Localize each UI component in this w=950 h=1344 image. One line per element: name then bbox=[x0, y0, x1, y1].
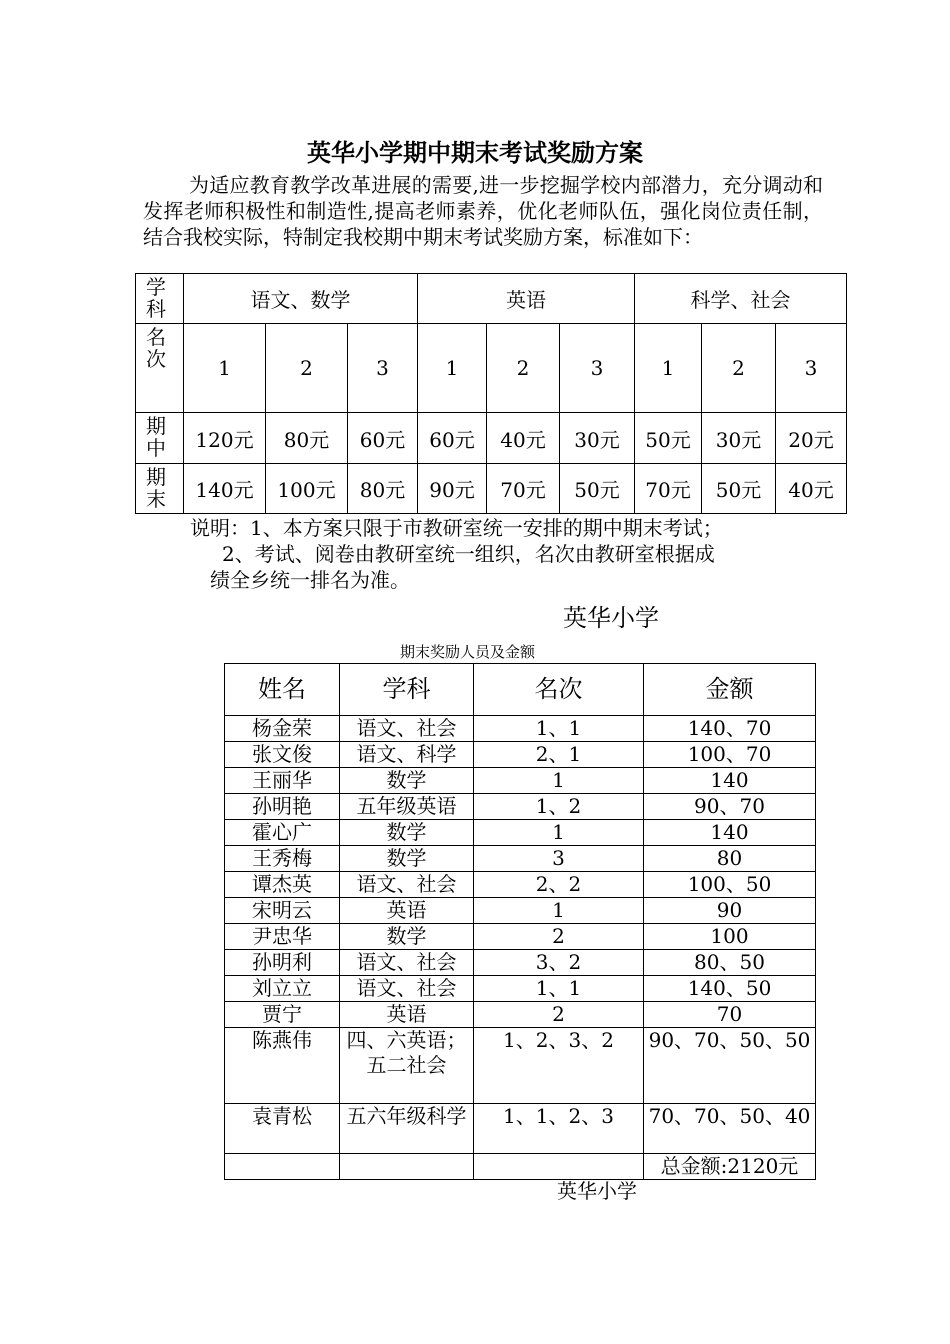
subject-cell: 语文、社会 bbox=[340, 872, 474, 898]
table-row bbox=[225, 742, 816, 768]
rank-label: 名次 bbox=[136, 324, 184, 413]
rank-cell: 1、1 bbox=[474, 716, 644, 742]
amount-cell: 80元 bbox=[266, 413, 348, 464]
teacher-name: 张文俊 bbox=[225, 742, 340, 768]
subject-cell: 语文、社会 bbox=[340, 716, 474, 742]
award-table-caption: 期末奖励人员及金额 bbox=[400, 643, 536, 661]
school-signature-bottom: 英华小学 bbox=[557, 1179, 637, 1203]
rank-cell: 3 bbox=[776, 324, 847, 413]
amount-cell: 100、50 bbox=[644, 872, 816, 898]
teacher-name: 王秀梅 bbox=[225, 846, 340, 872]
teacher-name: 刘立立 bbox=[225, 976, 340, 1002]
teacher-name: 谭杰英 bbox=[225, 872, 340, 898]
amount-cell: 50元 bbox=[702, 464, 776, 514]
table-row bbox=[225, 820, 816, 846]
table-row bbox=[225, 898, 816, 924]
teacher-name: 尹忠华 bbox=[225, 924, 340, 950]
rank-cell: 1、1 bbox=[474, 976, 644, 1002]
col-header-name: 姓名 bbox=[225, 664, 340, 716]
subject-cell: 英语 bbox=[340, 898, 474, 924]
teacher-name: 霍心广 bbox=[225, 820, 340, 846]
note-line-2: 2、考试、阅卷由教研室统一组织，名次由教研室根据成 bbox=[222, 542, 715, 566]
group-header: 科学、社会 bbox=[635, 274, 847, 324]
total-row bbox=[225, 1154, 816, 1180]
amount-cell: 40元 bbox=[487, 413, 560, 464]
amount-cell: 70元 bbox=[635, 464, 702, 514]
empty-cell bbox=[225, 1154, 340, 1180]
rank-cell: 1、2、3、2 bbox=[474, 1028, 644, 1104]
rank-cell: 1 bbox=[635, 324, 702, 413]
rank-cell: 1、1、2、3 bbox=[474, 1104, 644, 1154]
rank-cell: 2 bbox=[474, 1002, 644, 1028]
amount-cell: 140、50 bbox=[644, 976, 816, 1002]
note-line-1: 说明：1、本方案只限于市教研室统一安排的期中期末考试； bbox=[190, 516, 723, 540]
teacher-name: 袁青松 bbox=[225, 1104, 340, 1154]
amount-cell: 70元 bbox=[487, 464, 560, 514]
teacher-name: 孙明利 bbox=[225, 950, 340, 976]
rank-cell: 1、2 bbox=[474, 794, 644, 820]
table-row bbox=[225, 872, 816, 898]
amount-cell: 70、70、50、40 bbox=[644, 1104, 816, 1154]
school-signature: 英华小学 bbox=[563, 604, 659, 632]
table-row bbox=[225, 716, 816, 742]
table-row bbox=[225, 1104, 816, 1154]
amount-cell: 120元 bbox=[184, 413, 266, 464]
award-list-table bbox=[224, 663, 816, 1180]
rank-cell: 1 bbox=[474, 820, 644, 846]
teacher-name: 孙明艳 bbox=[225, 794, 340, 820]
amount-cell: 90 bbox=[644, 898, 816, 924]
amount-cell: 40元 bbox=[776, 464, 847, 514]
subject-cell: 英语 bbox=[340, 1002, 474, 1028]
amount-cell: 60元 bbox=[348, 413, 418, 464]
rank-cell: 2、1 bbox=[474, 742, 644, 768]
teacher-name: 王丽华 bbox=[225, 768, 340, 794]
col-header-amount: 金额 bbox=[644, 664, 816, 716]
rank-cell: 3 bbox=[348, 324, 418, 413]
amount-cell: 60元 bbox=[418, 413, 487, 464]
teacher-name: 贾宁 bbox=[225, 1002, 340, 1028]
rank-cell: 3、2 bbox=[474, 950, 644, 976]
table-row bbox=[225, 950, 816, 976]
table-row bbox=[225, 846, 816, 872]
teacher-name: 陈燕伟 bbox=[225, 1028, 340, 1104]
amount-cell: 70 bbox=[644, 1002, 816, 1028]
teacher-name: 宋明云 bbox=[225, 898, 340, 924]
rank-cell: 1 bbox=[418, 324, 487, 413]
col-header-rank: 名次 bbox=[474, 664, 644, 716]
subject-cell: 五六年级科学 bbox=[340, 1104, 474, 1154]
amount-cell: 50元 bbox=[560, 464, 635, 514]
subject-cell: 语文、社会 bbox=[340, 950, 474, 976]
rank-cell: 2 bbox=[487, 324, 560, 413]
amount-cell: 140元 bbox=[184, 464, 266, 514]
table-row bbox=[225, 1002, 816, 1028]
midterm-label: 期中 bbox=[136, 413, 184, 464]
amount-cell: 100 bbox=[644, 924, 816, 950]
group-header: 英语 bbox=[418, 274, 635, 324]
amount-cell: 50元 bbox=[635, 413, 702, 464]
subject-cell: 数学 bbox=[340, 846, 474, 872]
rank-cell: 2 bbox=[474, 924, 644, 950]
subject-cell: 五年级英语 bbox=[340, 794, 474, 820]
intro-paragraph: 为适应教育教学改革进展的需要,进一步挖掘学校内部潜力，充分调动和发挥老师积极性和制造性,提高老师素养，优化老师队伍，强化岗位责任制，结合我校实际，特制定我校期中期末考试奖励方案，标准如下： bbox=[143, 173, 823, 249]
amount-cell: 90、70 bbox=[644, 794, 816, 820]
subject-cell: 语文、科学 bbox=[340, 742, 474, 768]
table-row bbox=[225, 768, 816, 794]
subject-cell: 数学 bbox=[340, 768, 474, 794]
teacher-name: 杨金荣 bbox=[225, 716, 340, 742]
table-row bbox=[225, 976, 816, 1002]
table-row bbox=[225, 1028, 816, 1104]
rank-cell: 3 bbox=[560, 324, 635, 413]
amount-cell: 140 bbox=[644, 768, 816, 794]
empty-cell bbox=[340, 1154, 474, 1180]
table-header-row bbox=[225, 664, 816, 716]
document-title: 英华小学期中期末考试奖励方案 bbox=[307, 138, 643, 167]
amount-cell: 80元 bbox=[348, 464, 418, 514]
rank-cell: 2 bbox=[702, 324, 776, 413]
amount-cell: 90元 bbox=[418, 464, 487, 514]
final-label: 期末 bbox=[136, 464, 184, 514]
table-row bbox=[225, 924, 816, 950]
amount-cell: 20元 bbox=[776, 413, 847, 464]
amount-cell: 140、70 bbox=[644, 716, 816, 742]
amount-cell: 140 bbox=[644, 820, 816, 846]
rank-cell: 1 bbox=[474, 898, 644, 924]
reward-standard-table bbox=[135, 273, 847, 514]
amount-cell: 80、50 bbox=[644, 950, 816, 976]
amount-cell: 80 bbox=[644, 846, 816, 872]
amount-cell: 30元 bbox=[560, 413, 635, 464]
rank-cell: 3 bbox=[474, 846, 644, 872]
subject-cell: 数学 bbox=[340, 820, 474, 846]
total-amount: 总金额:2120元 bbox=[644, 1154, 816, 1180]
table-row bbox=[225, 794, 816, 820]
rank-cell: 1 bbox=[184, 324, 266, 413]
rank-cell: 2、2 bbox=[474, 872, 644, 898]
amount-cell: 30元 bbox=[702, 413, 776, 464]
subject-cell: 数学 bbox=[340, 924, 474, 950]
amount-cell: 100、70 bbox=[644, 742, 816, 768]
subject-label: 学科 bbox=[136, 274, 184, 324]
amount-cell: 90、70、50、50 bbox=[644, 1028, 816, 1104]
amount-cell: 100元 bbox=[266, 464, 348, 514]
col-header-subject: 学科 bbox=[340, 664, 474, 716]
rank-cell: 1 bbox=[474, 768, 644, 794]
rank-cell: 2 bbox=[266, 324, 348, 413]
subject-cell: 语文、社会 bbox=[340, 976, 474, 1002]
group-header: 语文、数学 bbox=[184, 274, 418, 324]
note-line-3: 绩全乡统一排名为准。 bbox=[210, 568, 410, 592]
subject-cell: 四、六英语；五二社会 bbox=[340, 1028, 474, 1104]
